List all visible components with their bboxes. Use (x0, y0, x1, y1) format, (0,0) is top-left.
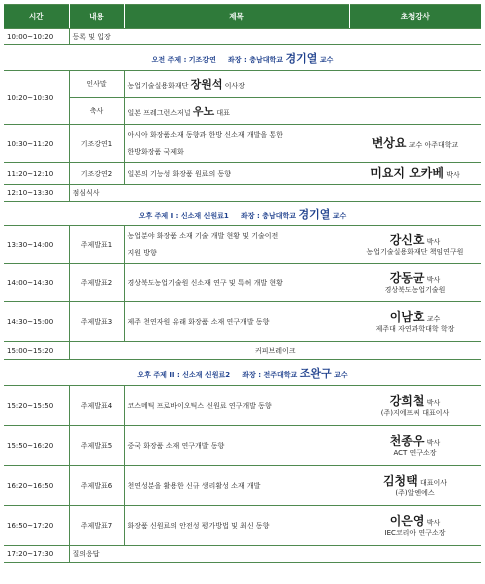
congrats-suffix: 대표 (216, 109, 230, 117)
header-title: 제목 (124, 5, 349, 29)
speaker-cell (349, 163, 481, 185)
table-row (4, 302, 481, 342)
title-cell: 코스메틱 프로바이오틱스 신원료 연구개발 동향 (124, 386, 349, 426)
table-row (4, 426, 481, 466)
title-line: 지원 방향 (127, 248, 157, 257)
title-line: 아시아 화장품소재 동향과 한방 신소재 개발을 통한 (127, 130, 283, 139)
greeting-name: 장원석 (190, 78, 223, 91)
speaker-affiliation: (주)알엔에스 (395, 488, 435, 497)
speaker-suffix: 교수 아주대학교 (408, 141, 459, 149)
category-cell: 기조강연1 (69, 125, 124, 163)
plain-label-cell: 질의응답 (69, 546, 481, 563)
greeting-org: 농업기술실용화재단 (127, 82, 189, 90)
time-cell: 14:30~15:00 (4, 302, 69, 342)
speaker-affiliation: 농업기술실용화재단 책임연구원 (366, 247, 464, 256)
session-row (4, 45, 481, 71)
congrats-name: 우노 (192, 105, 215, 118)
session-prefix: 오전 주제 : 기조강연 (151, 55, 216, 64)
table-row (4, 386, 481, 426)
speaker-name: 변상요 (371, 136, 407, 150)
category-cell: 주제발표6 (69, 466, 124, 506)
congrats-org: 일본 프레그런스저널 (127, 109, 191, 117)
table-row (4, 546, 481, 563)
table-row (4, 466, 481, 506)
chair-name: 경기열 (298, 207, 331, 221)
session-row (4, 360, 481, 386)
speaker-suffix: 대표이사 (419, 478, 448, 487)
time-cell: 11:20~12:10 (4, 163, 69, 185)
speaker-name: 이남호 (389, 309, 425, 324)
category-cell: 인사말 (69, 71, 124, 98)
session-prefix: 오후 주제 I : 신소재 신원료1 (138, 211, 229, 220)
time-cell: 17:20~17:30 (4, 546, 69, 563)
speaker-suffix: 교수 (426, 314, 441, 323)
table-row (4, 125, 481, 163)
speaker-affiliation: 경상북도농업기술원 (384, 285, 446, 294)
session-header (4, 202, 481, 226)
speaker-name: 미요지 오카베 (370, 166, 444, 180)
title-cell: 제주 천연자원 유래 화장품 소재 연구개발 동향 (124, 302, 349, 342)
break-label-cell: 커피브레이크 (69, 342, 481, 360)
speaker-cell (349, 226, 481, 264)
table-row (4, 506, 481, 546)
time-cell: 15:20~15:50 (4, 386, 69, 426)
table-row (4, 226, 481, 264)
category-cell: 축사 (69, 98, 124, 125)
title-cell: 경상북도농업기술원 신소재 연구 및 특허 개발 현황 (124, 264, 349, 302)
greeting-suffix: 이사장 (224, 82, 246, 90)
category-cell: 주제발표1 (69, 226, 124, 264)
title-line: 농업분야 화장품 소재 기술 개발 현황 및 기술이전 (127, 231, 279, 240)
chair-label: 좌장 : 충남대학교 (240, 211, 296, 220)
table-row (4, 264, 481, 302)
table-row (4, 185, 481, 202)
time-cell: 13:30~14:00 (4, 226, 69, 264)
table-row (4, 29, 481, 45)
speaker-suffix: 박사 (426, 275, 441, 284)
header-category: 내용 (69, 5, 124, 29)
chair-label: 좌장 : 충남대학교 (228, 55, 284, 64)
title-cell (124, 226, 349, 264)
speaker-affiliation: IEC코리아 연구소장 (384, 528, 446, 537)
speaker-affiliation: ACT 연구소장 (393, 448, 437, 457)
header-speaker: 초청강사 (349, 5, 481, 29)
speaker-name: 천종우 (389, 433, 425, 448)
table-row (4, 98, 481, 125)
speaker-affiliation: (주)지에프씨 대표이사 (380, 408, 450, 417)
table-row (4, 342, 481, 360)
speaker-cell (349, 426, 481, 466)
time-cell: 10:30~11:20 (4, 125, 69, 163)
chair-name: 경기열 (285, 51, 318, 65)
chair-suffix: 교수 (334, 370, 348, 379)
table-row (4, 163, 481, 185)
category-cell: 주제발표3 (69, 302, 124, 342)
table-row (4, 71, 481, 98)
title-cell: 천연성분을 활용한 신규 생리활성 소재 개발 (124, 466, 349, 506)
speaker-affiliation: 제주대 자연과학대학 학장 (375, 324, 455, 333)
session-header (4, 45, 481, 71)
title-cell (124, 125, 349, 163)
speaker-cell (349, 302, 481, 342)
header-time: 시간 (4, 5, 69, 29)
speaker-name: 강신호 (389, 232, 425, 247)
time-cell: 10:00~10:20 (4, 29, 69, 45)
category-cell: 주제발표5 (69, 426, 124, 466)
chair-suffix: 교수 (319, 55, 334, 64)
header-row (4, 5, 481, 29)
title-cell: 중국 화장품 소재 연구개발 동향 (124, 426, 349, 466)
time-cell: 15:00~15:20 (4, 342, 69, 360)
plain-label-cell: 점심식사 (69, 185, 481, 202)
time-cell: 16:50~17:20 (4, 506, 69, 546)
speaker-suffix: 박사 (426, 237, 441, 246)
title-cell (124, 98, 481, 125)
title-cell: 일본의 기능성 화장품 원료의 동향 (124, 163, 349, 185)
category-cell: 주제발표2 (69, 264, 124, 302)
speaker-cell (349, 125, 481, 163)
time-cell: 14:00~14:30 (4, 264, 69, 302)
speaker-cell (349, 386, 481, 426)
category-cell: 주제발표4 (69, 386, 124, 426)
time-cell: 10:20~10:30 (4, 71, 69, 125)
speaker-cell (349, 466, 481, 506)
category-cell: 주제발표7 (69, 506, 124, 546)
title-line: 한방화장품 국제화 (127, 147, 184, 156)
chair-label: 좌장 : 전주대학교 (242, 370, 298, 379)
speaker-name: 김청택 (382, 473, 418, 488)
speaker-name: 이은영 (389, 513, 425, 528)
speaker-cell (349, 264, 481, 302)
title-cell: 화장품 신원료의 안전성 평가방법 및 최신 동향 (124, 506, 349, 546)
chair-name: 조완구 (299, 366, 332, 380)
speaker-suffix: 박사 (426, 438, 441, 447)
category-cell: 기조강연2 (69, 163, 124, 185)
speaker-suffix: 박사 (426, 518, 441, 527)
speaker-suffix: 박사 (426, 398, 441, 407)
speaker-cell (349, 506, 481, 546)
session-row (4, 202, 481, 226)
time-cell: 16:20~16:50 (4, 466, 69, 506)
title-cell (124, 71, 481, 98)
chair-suffix: 교수 (332, 211, 347, 220)
speaker-name: 강동균 (389, 270, 425, 285)
session-header (4, 360, 481, 386)
session-prefix: 오후 주제 II : 신소재 신원료2 (137, 370, 231, 379)
program-schedule-table (4, 4, 481, 563)
speaker-name: 강희철 (389, 393, 425, 408)
time-cell: 12:10~13:30 (4, 185, 69, 202)
plain-label-cell: 등록 및 입장 (69, 29, 481, 45)
time-cell: 15:50~16:20 (4, 426, 69, 466)
speaker-suffix: 박사 (446, 171, 460, 179)
